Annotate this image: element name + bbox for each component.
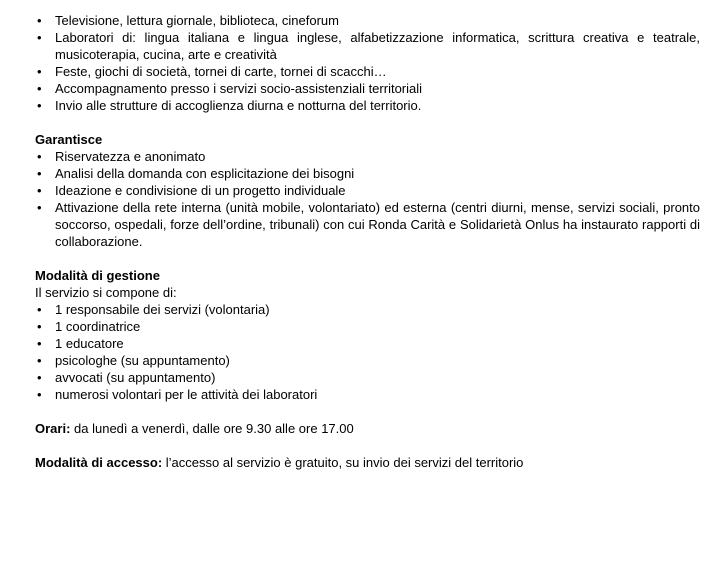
activities-list: [35, 12, 700, 114]
list-item: • Ideazione e condivisione di un progetto individuale: [35, 182, 700, 199]
section-heading-gestione: Modalità di gestione: [35, 268, 160, 283]
accesso-label: Modalità di accesso:: [35, 455, 163, 470]
spacer: [35, 250, 700, 267]
list-item: • 1 coordinatrice: [35, 318, 700, 335]
list-item: • Riservatezza e anonimato: [35, 148, 700, 165]
document-page: [0, 12, 726, 471]
gestione-list: [35, 301, 700, 403]
list-item: • psicologhe (su appuntamento): [35, 352, 700, 369]
orari-line: [35, 420, 700, 437]
list-item: • numerosi volontari per le attività dei laboratori: [35, 386, 700, 403]
section-heading-garantisce: Garantisce: [35, 132, 103, 147]
list-item: • Invio alle strutture di accoglienza diurna e notturna del territorio.: [35, 97, 700, 114]
list-item: • Analisi della domanda con esplicitazione dei bisogni: [35, 165, 700, 182]
list-item: • Feste, giochi di società, tornei di carte, tornei di scacchi…: [35, 63, 700, 80]
garantisce-list: [35, 148, 700, 250]
list-item: • Televisione, lettura giornale, biblioteca, cineforum: [35, 12, 700, 29]
list-item: • avvocati (su appuntamento): [35, 369, 700, 386]
orari-label: Orari:: [35, 421, 71, 436]
accesso-text: l’accesso al servizio è gratuito, su invio dei servizi del territorio: [162, 455, 524, 470]
list-item: • 1 responsabile dei servizi (volontaria): [35, 301, 700, 318]
gestione-intro: Il servizio si compone di:: [35, 285, 177, 300]
list-item: • Laboratori di: lingua italiana e lingua inglese, alfabetizzazione informatica, scrittura creativa e teatrale, musicoterapia, cucina, arte e creatività: [35, 29, 700, 63]
list-item: • 1 educatore: [35, 335, 700, 352]
spacer: [35, 437, 700, 454]
accesso-line: [35, 454, 700, 471]
list-item: • Attivazione della rete interna (unità mobile, volontariato) ed esterna (centri diurni, mense, servizi sociali, pronto soccorso, ospedali, forze dell’ordine, tribunali) con cui Ronda Carità e Solidarietà Onlus ha instaurato rapporti di collaborazione.: [35, 199, 700, 250]
orari-text: da lunedì a venerdì, dalle ore 9.30 alle ore 17.00: [70, 421, 354, 436]
list-item: • Accompagnamento presso i servizi socio-assistenziali territoriali: [35, 80, 700, 97]
spacer: [35, 403, 700, 420]
spacer: [35, 114, 700, 131]
